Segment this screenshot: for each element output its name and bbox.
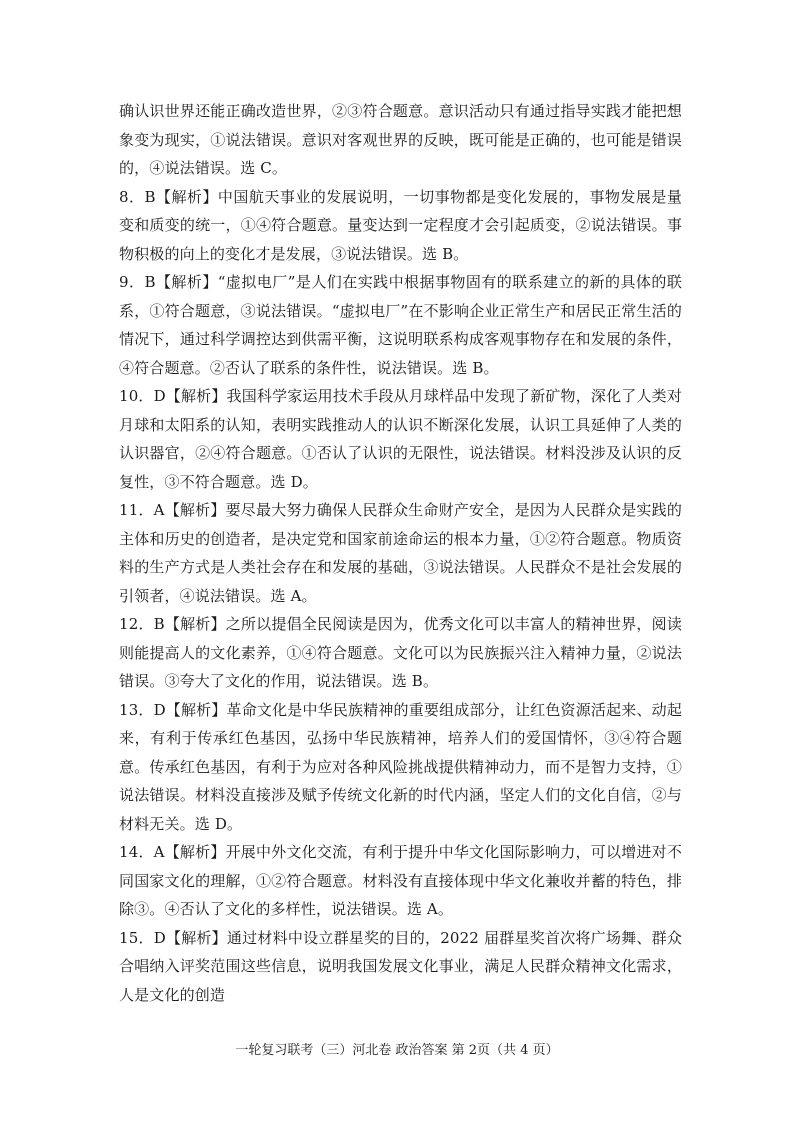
- answer-item-10: 10．D【解析】我国科学家运用技术手段从月球样品中发现了新矿物，深化了人类对月球和太阳系的认知，表明实践推动人的认识不断深化发展，认识工具延伸了人类的认识器官，②④符合题意。①否认了认识的无限性，说法错误。材料没涉及认识的反复性，③不符合题意。选 D。: [119, 387, 682, 491]
- answer-item-11: 11．A【解析】要尽最大努力确保人民群众生命财产安全，是因为人民群众是实践的主体和历史的创造者，是决定党和国家前途命运的根本力量，①②符合题意。物质资料的生产方式是人类社会存在和发展的基础，③说法错误。人民群众不是社会发展的引领者，④说法错误。选 A。: [119, 501, 682, 605]
- answer-item-8: 8．B【解析】中国航天事业的发展说明，一切事物都是变化发展的，事物发展是量变和质变的统一，①④符合题意。量变达到一定程度才会引起质变，②说法错误。事物积极的向上的变化才是发展，③说法错误。选 B。: [119, 187, 682, 263]
- page-footer: 一轮复习联考（三）河北卷 政治答案 第 2页（共 4 页）: [235, 1043, 559, 1058]
- answer-item-14: 14．A【解析】开展中外文化交流，有利于提升中华文化国际影响力，可以增进对不同国家文化的理解，①②符合题意。材料没有直接体现中华文化兼收并蓄的特色，排除③。④否认了文化的多样性，说法错误。选 A。: [119, 843, 682, 918]
- answer-item-9: 9．B【解析】“虚拟电厂”是人们在实践中根据事物固有的联系建立的新的具体的联系，①符合题意，③说法错误。“虚拟电厂”在不影响企业正常生产和居民正常生活的情况下，通过科学调控达到供需平衡，这说明联系构成客观事物存在和发展的条件，④符合题意。②否认了联系的条件性，说法错误。选 B。: [119, 273, 682, 377]
- answer-body: [119, 97, 682, 1009]
- answer-item-15: 15．D【解析】通过材料中设立群星奖的目的，2022 届群星奖首次将广场舞、群众合唱纳入评奖范围这些信息，说明我国发展文化事业，满足人民群众精神文化需求，人是文化的创造: [119, 928, 682, 1004]
- paragraph-continuation: 确认识世界还能正确改造世界，②③符合题意。意识活动只有通过指导实践才能把想象变为现实，①说法错误。意识对客观世界的反映，既可能是正确的，也可能是错误的，④说法错误。选 C。: [119, 102, 682, 177]
- answer-item-13: 13．D【解析】革命文化是中华民族精神的重要组成部分，让红色资源活起来、动起来，有利于传承红色基因，弘扬中华民族精神，培养人们的爱国情怀，③④符合题意。传承红色基因，有利于为应对各种风险挑战提供精神动力，而不是智力支持，①说法错误。材料没直接涉及赋予传统文化新的时代内涵，坚定人们的文化自信，②与材料无关。选 D。: [119, 700, 682, 833]
- answer-item-12: 12．B【解析】之所以提倡全民阅读是因为，优秀文化可以丰富人的精神世界，阅读则能提高人的文化素养，①④符合题意。文化可以为民族振兴注入精神力量，②说法错误。③夸大了文化的作用，说法错误。选 B。: [119, 615, 682, 690]
